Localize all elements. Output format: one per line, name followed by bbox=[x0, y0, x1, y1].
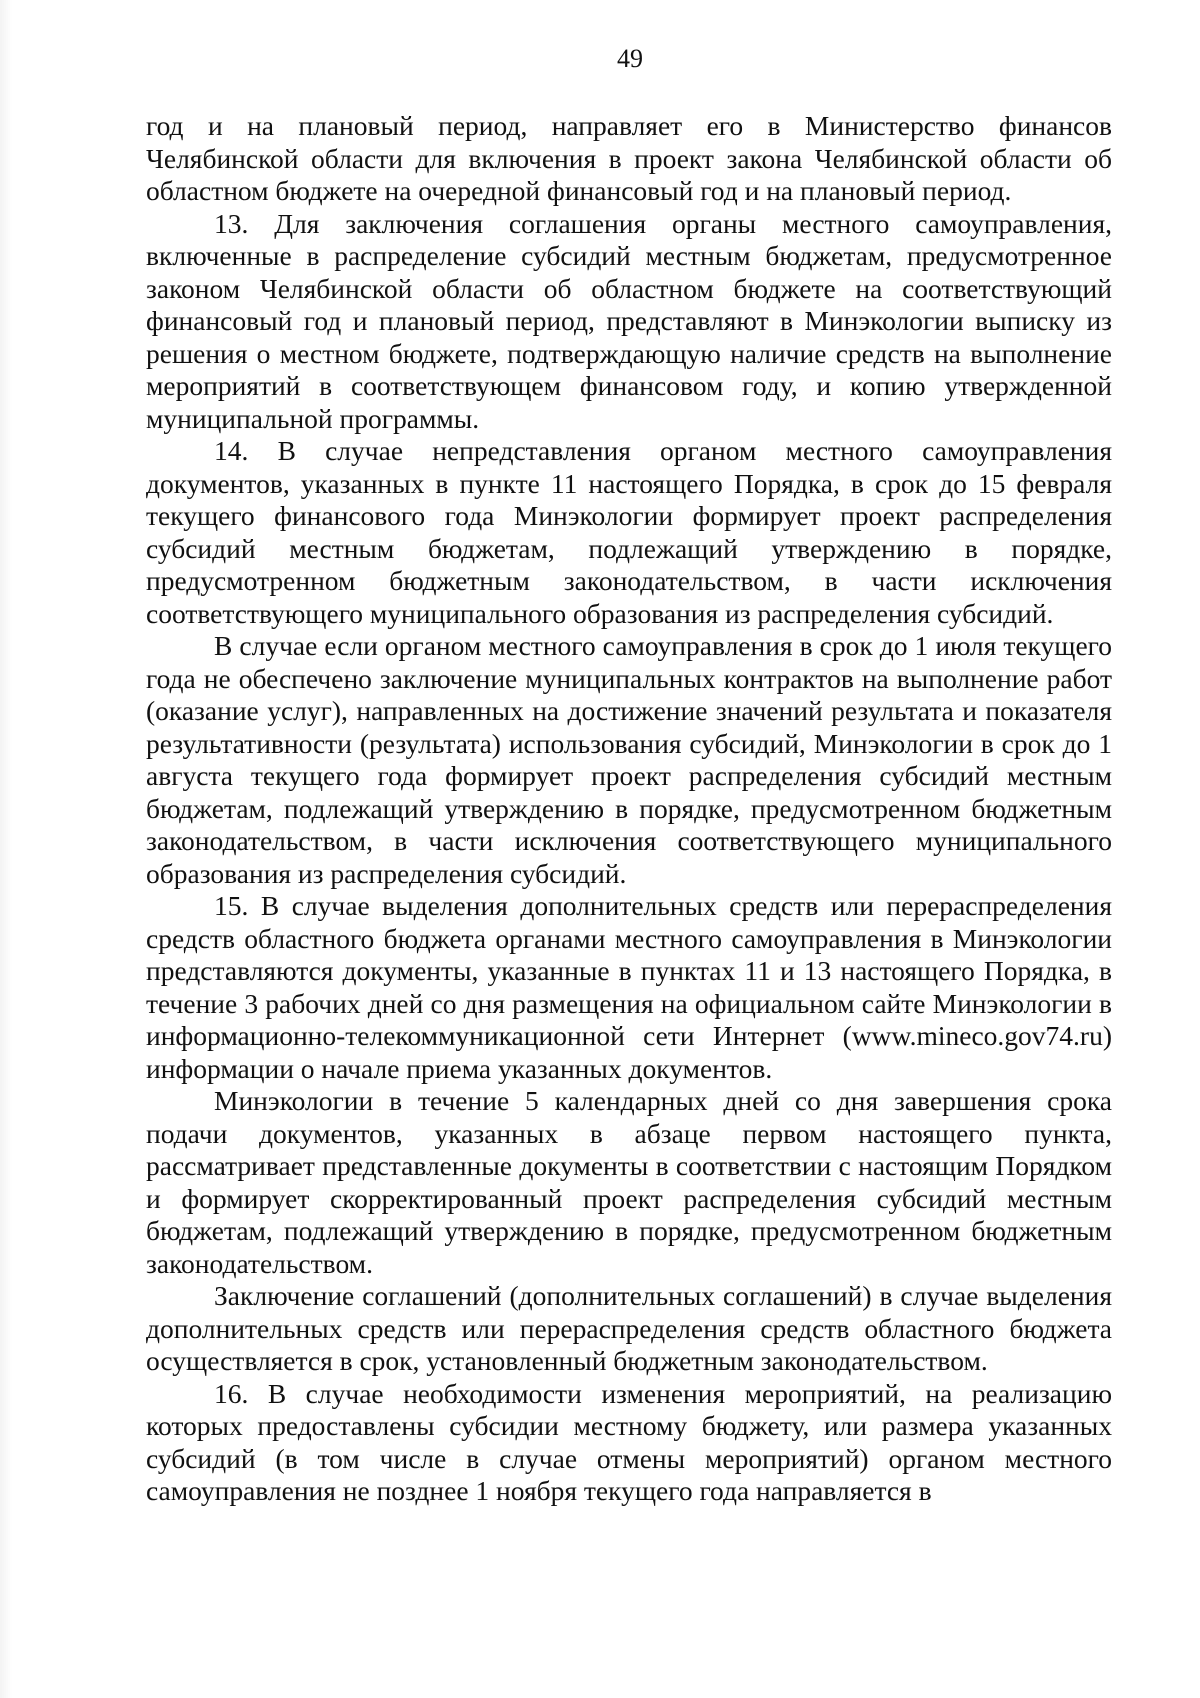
paragraph-item-15-third: Заключение соглашений (дополнительных соглашений) в случае выделения дополнительных средств или перераспределения средств областного бюджета осуществляется в срок, установленный бюджетным законодательством. bbox=[146, 1280, 1112, 1376]
paragraph-item-15-second: Минэкологии в течение 5 календарных дней со дня завершения срока подачи документов, указанных в абзаце первом настоящего пункта, рассматривает представленные документы в соответствии с настоящим Порядком и формирует скорректированный проект распределения субсидий местным бюджетам, подлежащий утверждению в порядке, предусмотренном бюджетным законодательством. bbox=[146, 1085, 1112, 1279]
paragraph-item-13: 13. Для заключения соглашения органы местного самоуправления, включенные в распределение субсидий местным бюджетам, предусмотренное законом Челябинской области об областном бюджете на соответствующий финансовый год и плановый период, представляют в Минэкологии выписку из решения о местном бюджете, подтверждающую наличие средств на выполнение мероприятий в соответствующем финансовом году, и копию утвержденной муниципальной программы. bbox=[146, 207, 1112, 434]
document-body bbox=[146, 110, 1112, 1508]
page-number: 49 bbox=[617, 44, 643, 73]
scan-edge-shadow bbox=[0, 0, 12, 1698]
paragraph-item-14-second: В случае если органом местного самоуправления в срок до 1 июля текущего года не обеспечено заключение муниципальных контрактов на выполнение работ (оказание услуг), направленных на достижение значений результата и показателя результативности (результата) использования субсидий, Минэкологии в срок до 1 августа текущего года формирует проект распределения субсидий местным бюджетам, подлежащий утверждению в порядке, предусмотренном бюджетным законодательством, в части исключения соответствующего муниципального образования из распределения субсидий. bbox=[146, 630, 1112, 889]
paragraph-item-14: 14. В случае непредставления органом местного самоуправления документов, указанных в пункте 11 настоящего Порядка, в срок до 15 февраля текущего финансового года Минэкологии формирует проект распределения субсидий местным бюджетам, подлежащий утверждению в порядке, предусмотренном бюджетным законодательством, в части исключения соответствующего муниципального образования из распределения субсидий. bbox=[146, 435, 1112, 629]
paragraph-continuation: год и на плановый период, направляет его в Министерство финансов Челябинской области для включения в проект закона Челябинской области об областном бюджете на очередной финансовый год и на плановый период. bbox=[146, 110, 1112, 206]
paragraph-item-15: 15. В случае выделения дополнительных средств или перераспределения средств областного бюджета органами местного самоуправления в Минэкологии представляются документы, указанные в пунктах 11 и 13 настоящего Порядка, в течение 3 рабочих дней со дня размещения на официальном сайте Минэкологии в информационно-телекоммуникационной сети Интернет (www.mineco.gov74.ru) информации о начале приема указанных документов. bbox=[146, 890, 1112, 1084]
paragraph-item-16: 16. В случае необходимости изменения мероприятий, на реализацию которых предоставлены субсидии местному бюджету, или размера указанных субсидий (в том числе в случае отмены мероприятий) органом местного самоуправления не позднее 1 ноября текущего года направляется в bbox=[146, 1377, 1112, 1506]
